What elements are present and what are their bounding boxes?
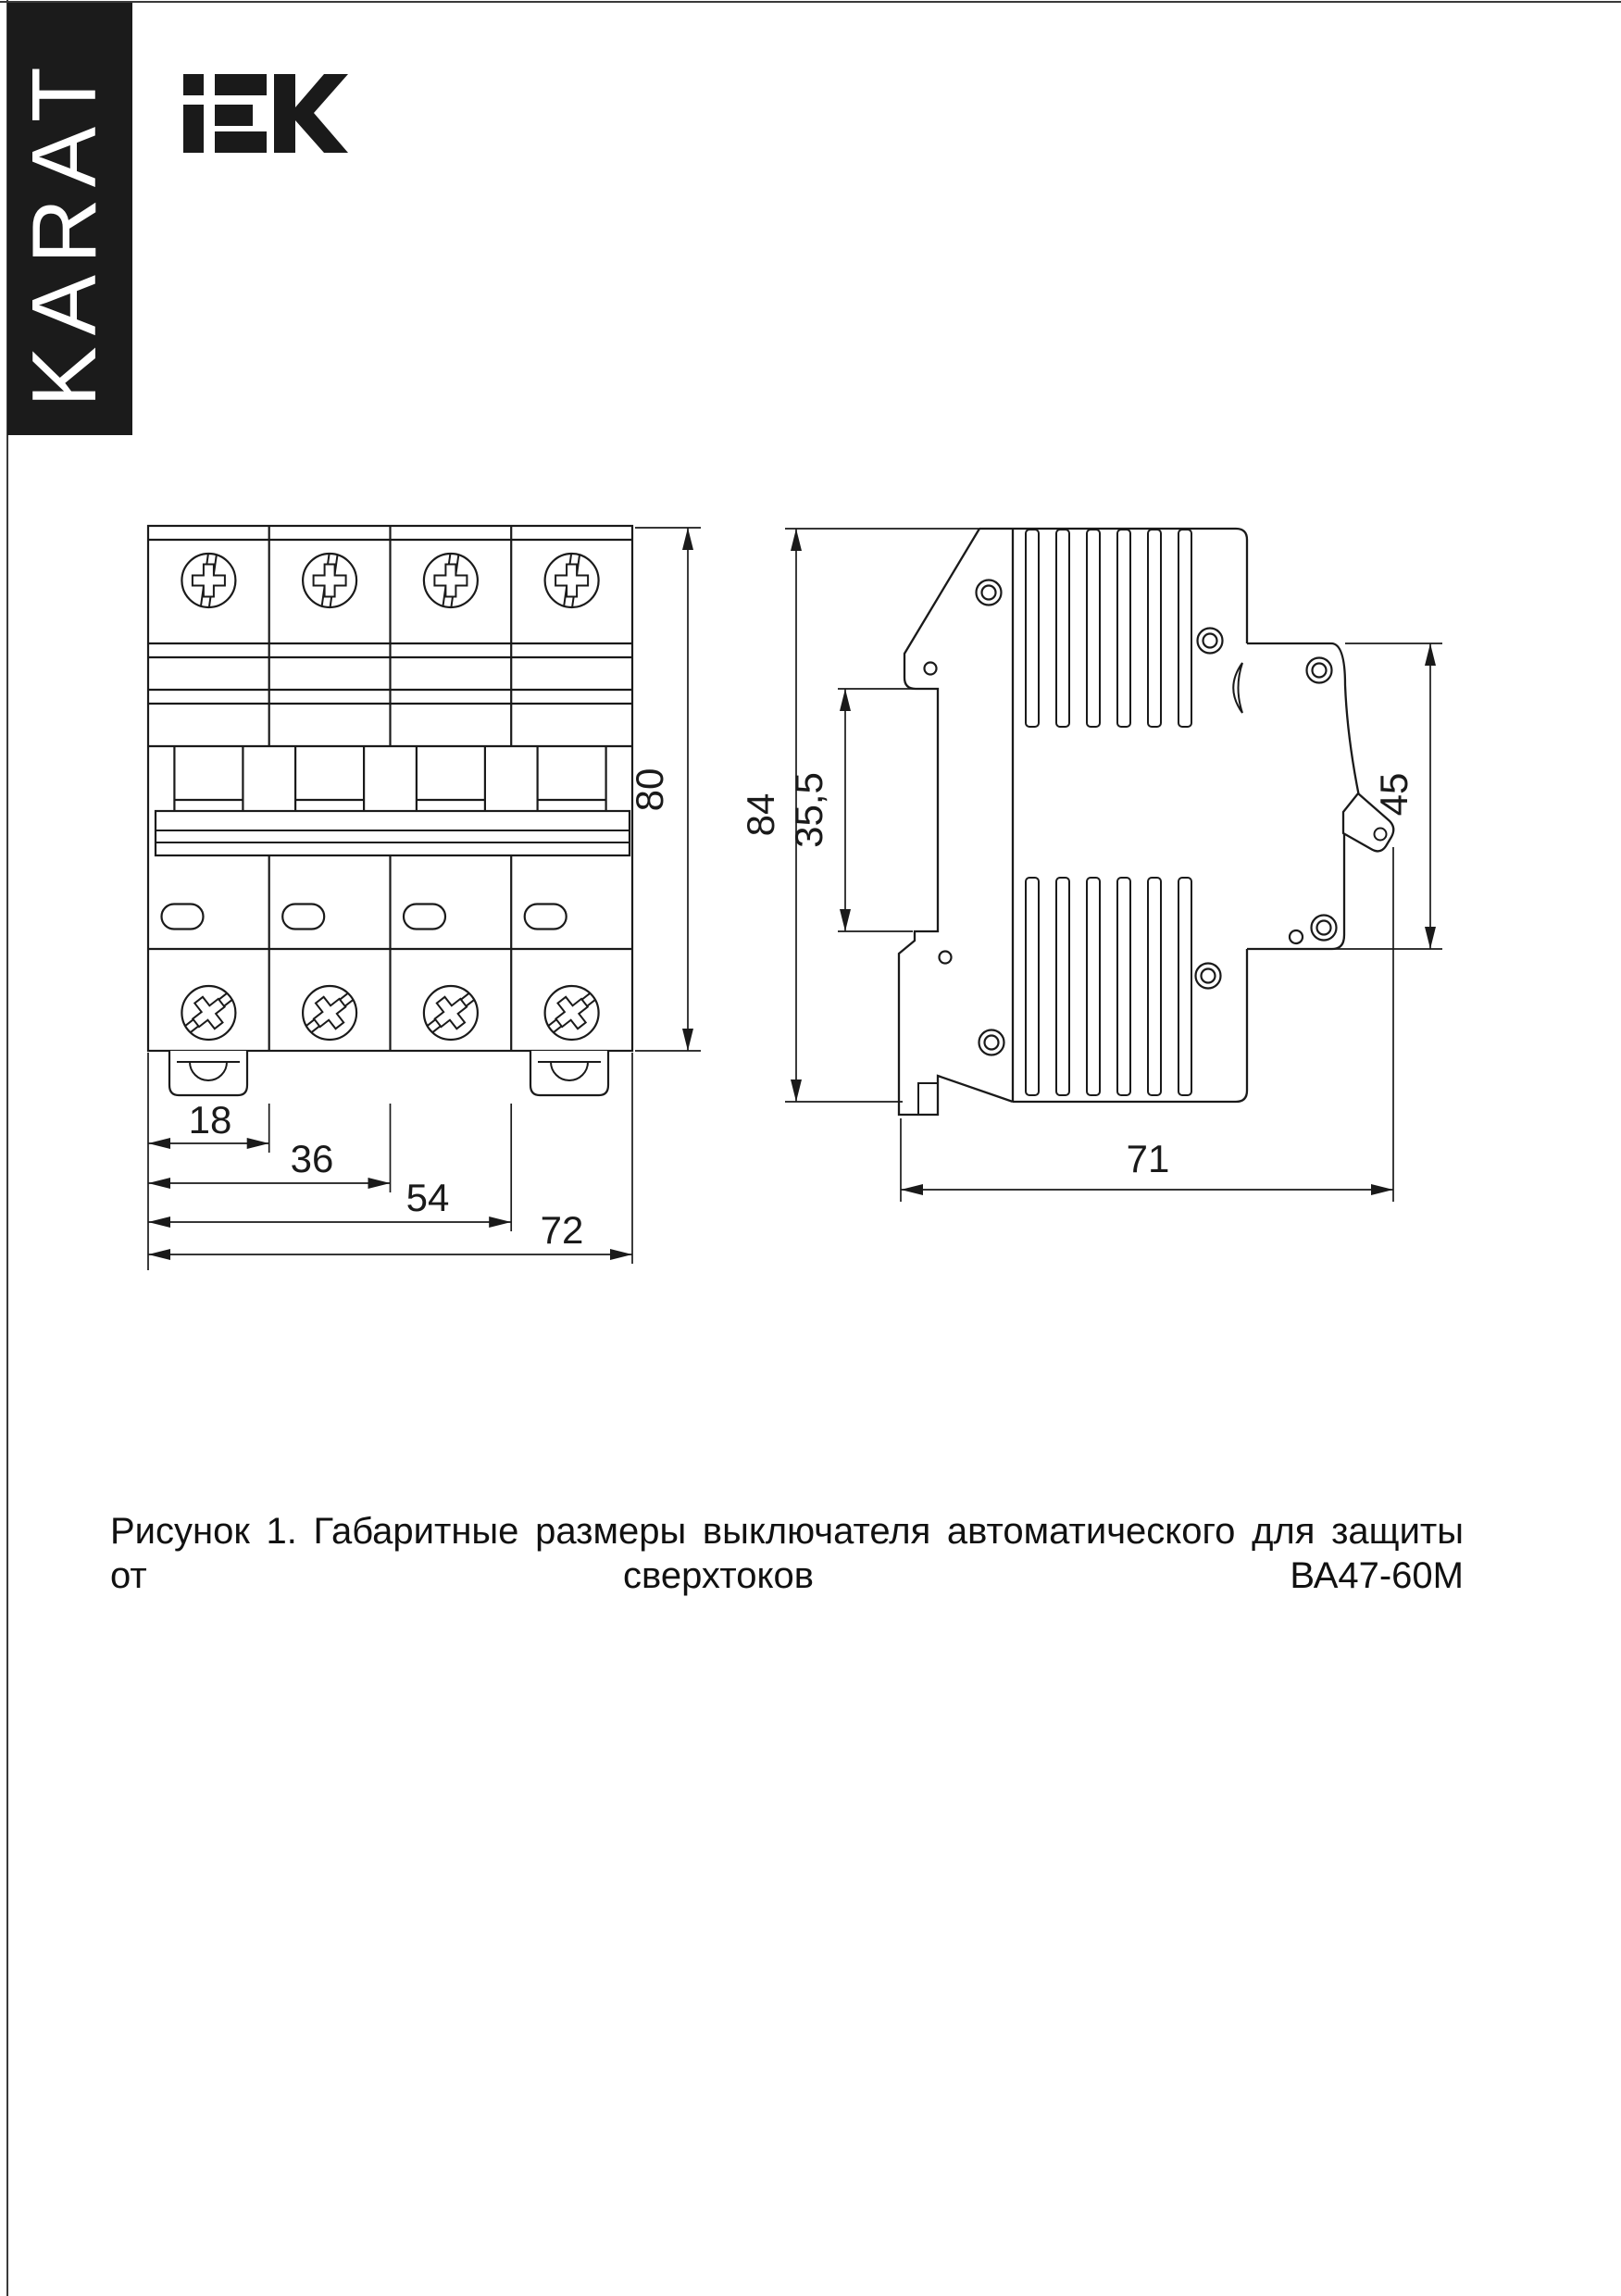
marking-plate	[156, 811, 630, 855]
dim-label-84: 84	[739, 792, 782, 837]
side-back-din-profile	[899, 529, 1013, 1115]
iek-logo-icon	[183, 74, 348, 153]
dim-label-18: 18	[188, 1098, 232, 1142]
side-view	[899, 529, 1393, 1115]
iek-logo-e-bar	[215, 74, 267, 95]
dim-label-54: 54	[405, 1176, 450, 1219]
dim-label-71: 71	[1126, 1137, 1170, 1180]
iek-logo-i-dot	[183, 74, 204, 95]
din-clip-foot-notch	[918, 1083, 938, 1115]
karat-banner	[7, 3, 132, 435]
dim-label-45: 45	[1372, 772, 1415, 817]
side-body-top	[979, 529, 1247, 643]
karat-banner-label: KARAT	[13, 56, 115, 407]
dim-label-36: 36	[290, 1137, 334, 1180]
iek-logo-i-stem	[183, 105, 204, 153]
dim-label-35-5: 35,5	[787, 772, 830, 848]
iek-logo-e-bar	[215, 131, 267, 153]
iek-logo-k	[274, 74, 348, 153]
crescent-mark	[1233, 663, 1242, 713]
side-view-dimension-labels	[739, 772, 1415, 1180]
din-clip-tabs	[169, 1051, 608, 1095]
front-view	[148, 526, 632, 1095]
iek-logo-e-bar	[215, 105, 253, 126]
side-front-plate	[1247, 643, 1359, 949]
ventilation-slots	[1026, 530, 1191, 1095]
dim-label-72: 72	[540, 1208, 584, 1252]
dim-label-80: 80	[628, 767, 671, 812]
figure-caption: Рисунок 1. Габаритные размеры выключателя автоматического для защиты от сверхтоков ВА47-60М	[110, 1511, 1464, 1596]
